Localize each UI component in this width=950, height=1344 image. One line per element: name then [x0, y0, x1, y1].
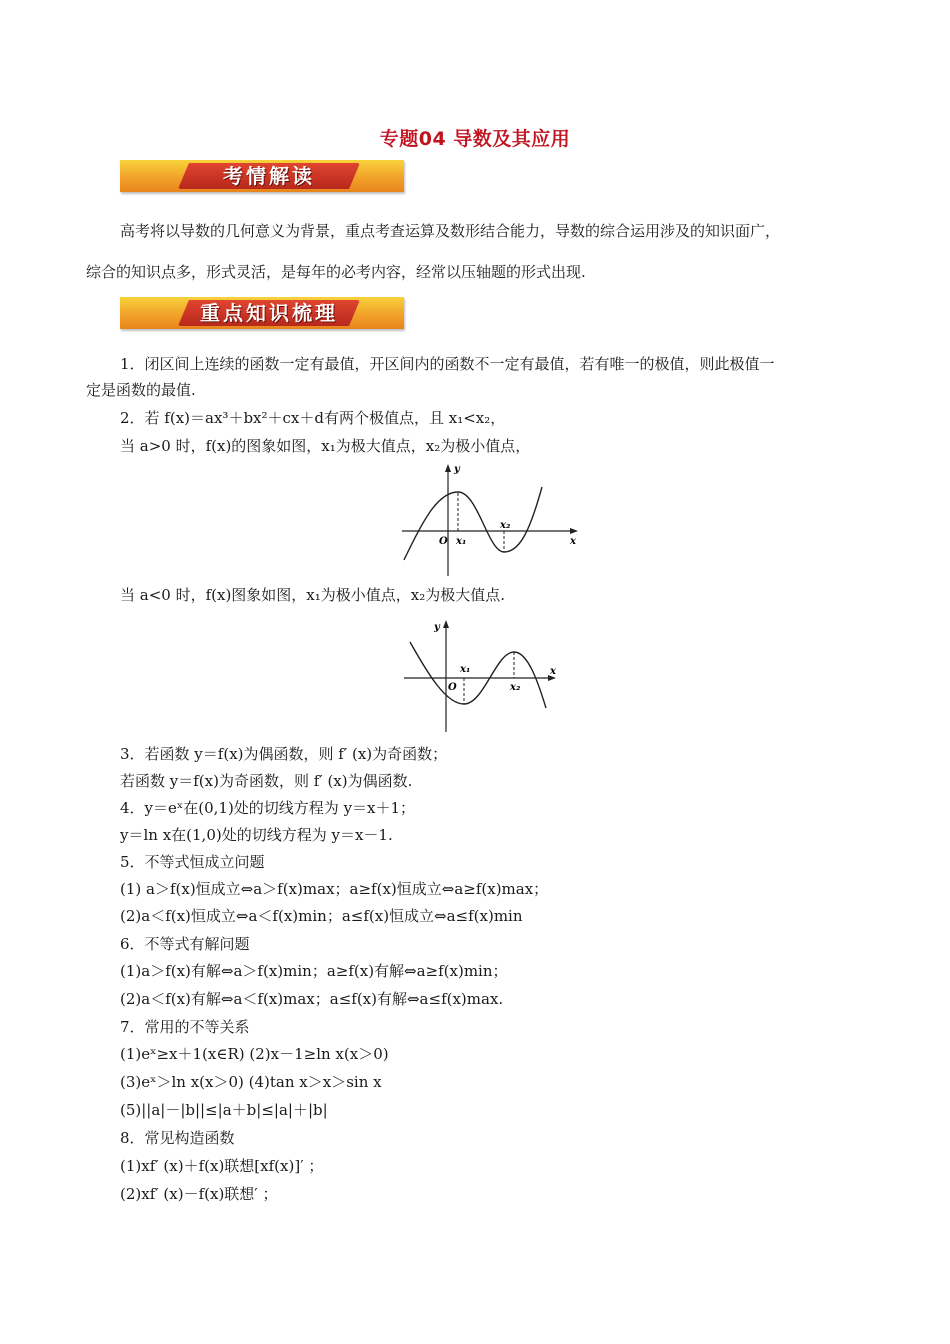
- point-8-heading: 8．常见构造函数: [120, 1129, 235, 1147]
- point-1-line-1: 1．闭区间上连续的函数一定有最值，开区间内的函数不一定有最值，若有唯一的极值，则此极值一: [120, 355, 775, 373]
- point-7-item-3: (5)||a|－|b||≤|a＋b|≤|a|＋|b|: [120, 1101, 328, 1119]
- banner-label: 考情解读: [223, 164, 315, 188]
- cubic-curve: [410, 642, 546, 708]
- y-axis-arrow: [443, 620, 449, 628]
- y-axis-label: y: [434, 622, 440, 633]
- point-3-line-1: 3．若函数 y＝f(x)为偶函数，则 f′ (x)为奇函数；: [120, 745, 448, 763]
- cubic-graph-a-negative: [400, 612, 564, 734]
- cubic-graph-a-positive: [398, 460, 582, 578]
- point-2-line-1: 2．若 f(x)＝ax³＋bx²＋cx＋d有两个极值点，且 x₁<x₂，: [120, 409, 506, 427]
- x2-label: x₂: [510, 682, 521, 693]
- origin-label: O: [448, 682, 457, 693]
- point-2-line-2: 当 a>0 时，f(x)的图象如图，x₁为极大值点，x₂为极小值点，: [120, 437, 531, 455]
- point-7-item-2: (3)eˣ＞ln x(x＞0) (4)tan x＞x＞sin x: [120, 1073, 382, 1091]
- section-banner-key-points: [120, 297, 404, 329]
- y-axis-label: y: [454, 464, 460, 475]
- page-title: 专题04 导数及其应用: [379, 128, 571, 150]
- intro-line-2: 综合的知识点多，形式灵活，是每年的必考内容，经常以压轴题的形式出现.: [86, 263, 586, 281]
- intro-line-1: 高考将以导数的几何意义为背景，重点考查运算及数形结合能力，导数的综合运用涉及的知识面广，: [120, 222, 781, 240]
- point-6-heading: 6．不等式有解问题: [120, 935, 250, 953]
- point-4-line-2: y＝ln x在(1,0)处的切线方程为 y＝x－1.: [120, 826, 393, 844]
- x1-label: x₁: [456, 536, 467, 547]
- point-5-item-2: (2)a＜f(x)恒成立⇔a＜f(x)min；a≤f(x)恒成立⇔a≤f(x)min: [120, 907, 523, 925]
- point-8-item-1: (1)xf′ (x)＋f(x)联想[xf(x)]′ ；: [120, 1157, 324, 1175]
- y-axis-arrow: [445, 464, 451, 472]
- point-2-line-3: 当 a<0 时，f(x)图象如图，x₁为极小值点，x₂为极大值点.: [120, 586, 506, 604]
- x1-label: x₁: [460, 664, 471, 675]
- point-7-item-1: (1)eˣ≥x＋1(x∈R) (2)x－1≥ln x(x＞0): [120, 1045, 389, 1063]
- point-6-item-2: (2)a＜f(x)有解⇔a＜f(x)max；a≤f(x)有解⇔a≤f(x)max.: [120, 990, 504, 1008]
- cubic-curve: [404, 487, 542, 560]
- origin-label: O: [439, 536, 448, 547]
- section-banner-exam-analysis: [120, 160, 404, 192]
- point-1-line-2: 定是函数的最值.: [86, 381, 196, 399]
- point-5-item-1: (1) a＞f(x)恒成立⇔a＞f(x)max；a≥f(x)恒成立⇔a≥f(x)max；: [120, 880, 549, 898]
- x-axis-label: x: [550, 666, 556, 677]
- point-4-line-1: 4．y＝eˣ在(0,1)处的切线方程为 y＝x＋1；: [120, 799, 416, 817]
- x2-label: x₂: [500, 520, 511, 531]
- x-axis-arrow: [570, 528, 578, 534]
- point-3-line-2: 若函数 y＝f(x)为奇函数，则 f′ (x)为偶函数.: [120, 772, 413, 790]
- point-6-item-1: (1)a＞f(x)有解⇔a＞f(x)min；a≥f(x)有解⇔a≥f(x)min；: [120, 962, 508, 980]
- point-8-item-2: (2)xf′ (x)－f(x)联想′ ；: [120, 1185, 278, 1203]
- x-axis-label: x: [570, 536, 576, 547]
- point-5-heading: 5．不等式恒成立问题: [120, 853, 265, 871]
- point-7-heading: 7．常用的不等关系: [120, 1018, 250, 1036]
- banner-label: 重点知识梳理: [200, 301, 338, 325]
